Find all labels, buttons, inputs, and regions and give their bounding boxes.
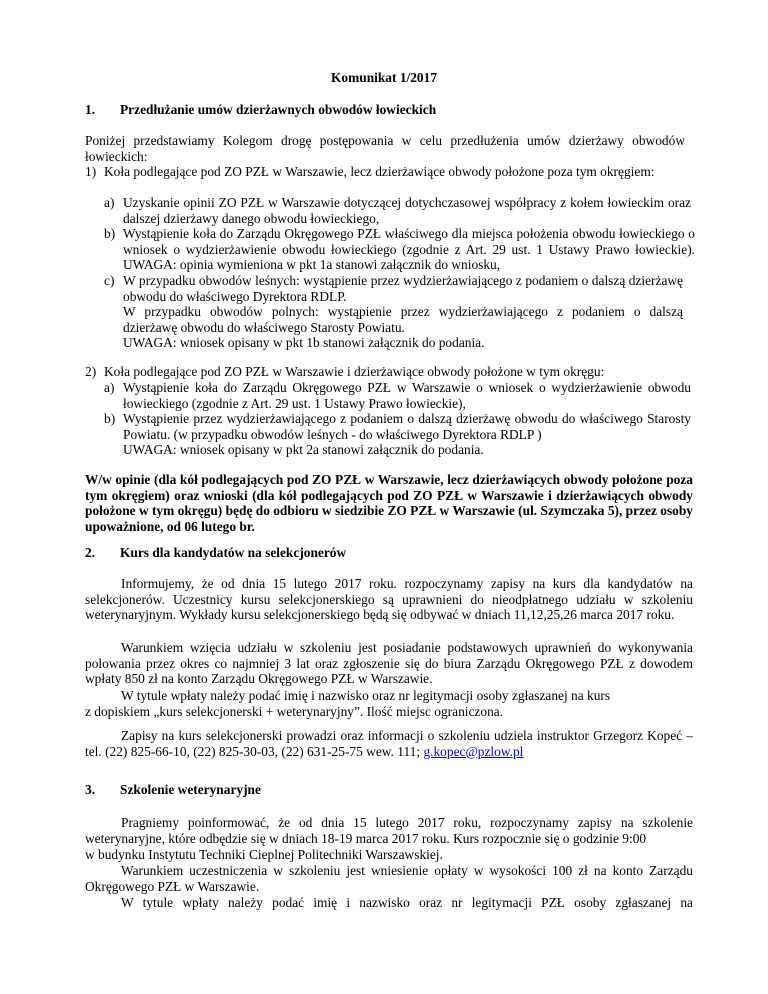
section-2-p2: Warunkiem wzięcia udziału w szkoleniu jest posiadanie podstawowych uprawnień do wykonywania polowania przez okres co najmniej 3 lat oraz zgłoszenie się do biura Zarządu Okręgowego PZŁ z dowodem wpłaty 850 zł na konto Zarządu Okręgowego PZŁ w Warszawie. xyxy=(85,640,693,687)
item-1c-extra-2: UWAGA: wniosek opisany w pkt 1b stanowi załącznik do podania. xyxy=(123,335,485,350)
item-2b-extra: UWAGA: wniosek opisany w pkt 2a stanowi załącznik do podania. xyxy=(123,442,484,457)
section-1-number: 1. xyxy=(85,102,96,117)
item-2-text: Koła podlegające pod ZO PZŁ w Warszawie i dzierżawiące obwody położone w tym okręgu: xyxy=(104,364,605,379)
item-1c-text: W przypadku obwodów leśnych: wystąpienie przez wydzierżawiającego z podaniem o dalszą dzierżawę obwodu do właściwego Dyrektora RDLP. xyxy=(123,273,683,304)
section-3-p2: Warunkiem uczestniczenia w szkoleniu jest wniesienie opłaty w wysokości 100 zł na konto Zarządu Okręgowego PZŁ w Warszawie. xyxy=(85,863,693,894)
section-3-heading: Szkolenie weterynaryjne xyxy=(120,782,261,797)
section-2-p3b: z dopiskiem „kurs selekcjonerski + weterynaryjny”. Ilość miejsc ograniczona. xyxy=(85,704,504,719)
item-1a-text: Uzyskanie opinii ZO PZŁ w Warszawie dotyczącej dotychczasowej współpracy z kołem łowieckim oraz dalszej dzierżawy danego obwodu łowieckiego, xyxy=(123,195,691,226)
section-1-heading: Przedłużanie umów dzierżawnych obwodów łowieckich xyxy=(120,102,437,117)
section-3-number: 3. xyxy=(85,782,96,797)
instructor-email-link[interactable]: g.kopec@pzlow.pl xyxy=(423,743,524,759)
section-3-p3: W tytule wpłaty należy podać imię i nazwisko oraz nr legitymacji PZŁ osoby zgłaszanej na xyxy=(121,895,693,910)
item-2a-text: Wystąpienie koła do Zarządu Okręgowego PZŁ w Warszawie o wniosek o wydzierżawienie obwodu łowieckiego (zgodnie z Art. 29 ust. 1 Ustawy Prawo łowieckie), xyxy=(123,380,691,411)
item-1c-extra-1: W przypadku obwodów polnych: wystąpienie przez wydzierżawiającego z podaniem o dalszą dzierżawę obwodu do właściwego Starosty Powiatu. xyxy=(123,304,683,335)
section-2-p3a: W tytule wpłaty należy podać imię i nazwisko oraz nr legitymacji osoby zgłaszanej na kurs xyxy=(121,688,611,703)
item-1b-label: b) xyxy=(104,226,116,241)
section-3-p1b: w budynku Instytutu Techniki Cieplnej Politechniki Warszawskiej. xyxy=(85,847,443,862)
section-2-number: 2. xyxy=(85,545,96,560)
document-title: Komunikat 1/2017 xyxy=(330,70,438,85)
section-1-intro: Poniżej przedstawiamy Kolegom drogę postępowania w celu przedłużenia umów dzierżawy obwodów łowieckich: xyxy=(85,133,685,164)
section-2-p4-text: Zapisy na kurs selekcjonerski prowadzi oraz informacji o szkoleniu udziela instruktor Grzegorz Kopeć – tel. (22) 825-66-10, (22) 825-30-03, (22) 631-25-75 wew. 111; xyxy=(85,728,693,759)
item-2a-label: a) xyxy=(104,380,115,395)
item-2-label: 2) xyxy=(85,364,97,379)
item-1a-label: a) xyxy=(104,195,115,210)
item-2b-text: Wystąpienie przez wydzierżawiającego z podaniem o dalszą dzierżawę obwodu do właściwego Starosty Powiatu. (w przypadku obwodów leśnych - do właściwego Dyrektora RDLP ) xyxy=(123,411,691,442)
item-2b-label: b) xyxy=(104,411,116,426)
section-3-p1: Pragniemy poinformować, że od dnia 15 lutego 2017 roku, rozpoczynamy zapisy na szkolenie weterynaryjne, które odbędzie się w dniach 18-19 marca 2017 roku. Kurs rozpocznie się o godzinie 9:00 xyxy=(85,815,693,846)
section-1-bold-note: W/w opinie (dla kół podlegających pod ZO PZŁ w Warszawie, lecz dzierżawiących obwody położone poza tym okręgiem) oraz wnioski (dla kół podlegających pod ZO PZŁ w Warszawie i dzierżawiących obwody położone w tym okręgu) będę do odbioru w siedzibie ZO PZŁ w Warszawie (ul. Szymczaka 5), przez osoby upoważnione, od 06 lutego br. xyxy=(85,472,693,534)
item-1c-label: c) xyxy=(104,273,115,288)
item-1b-text: Wystąpienie koła do Zarządu Okręgowego PZŁ właściwego dla miejsca położenia obwodu łowieckiego o wniosek o wydzierżawienie obwodu łowieckiego (zgodnie z Art. 29 ust. 1 Ustawy Prawo łowieckie). UWAGA: opinia wymieniona w pkt 1a stanowi załącznik do wniosku, xyxy=(123,226,695,273)
section-2-heading: Kurs dla kandydatów na selekcjonerów xyxy=(120,545,347,560)
section-2-p4 xyxy=(85,728,693,759)
item-1-text: Koła podlegające pod ZO PZŁ w Warszawie, lecz dzierżawiące obwody położone poza tym okręgiem: xyxy=(104,164,655,179)
item-1-label: 1) xyxy=(85,164,97,179)
section-2-p1: Informujemy, że od dnia 15 lutego 2017 roku. rozpoczynamy zapisy na kurs dla kandydatów na selekcjonerów. Uczestnicy kursu selekcjonerskiego są uprawnieni do nieodpłatnego udziału w szkoleniu weterynaryjnym. Wykłady kursu selekcjonerskiego będą się odbywać w dniach 11,12,25,26 marca 2017 roku. xyxy=(85,576,693,623)
